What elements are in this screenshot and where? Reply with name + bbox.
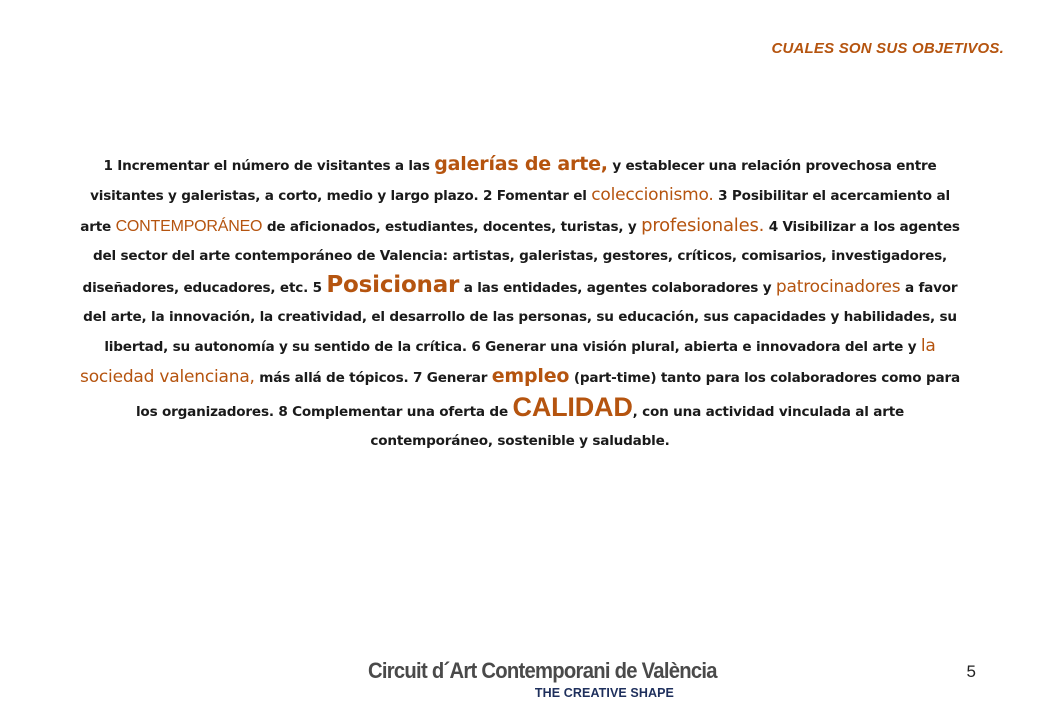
body-text-segment: de aficionados, estudiantes, docentes, turistas, y [262, 219, 642, 235]
logo-subtitle: THE CREATIVE SHAPE [534, 686, 674, 700]
highlight-patrocinadores: patrocinadores [775, 277, 901, 297]
highlight-contemporaneo: CONTEMPORÁNEO [115, 218, 263, 235]
body-text-segment: y establecer una relación provechosa entre visitantes y galeristas, a corto, medio y largo plazo. 2 Fomentar el [90, 158, 937, 204]
circuit-logo [368, 658, 717, 700]
body-text-segment: , con una actividad vinculada al arte contemporáneo, sostenible y saludable. [370, 404, 905, 449]
slide-title: CUALES SON SUS OBJETIVOS. [771, 40, 1004, 57]
logo-title: Circuit d´Art Contemporani de València [368, 658, 717, 683]
page-number: 5 [966, 662, 976, 681]
body-text-segment: 1 Incrementar el número de visitantes a las [103, 158, 435, 174]
highlight-profesionales: profesionales. [641, 215, 765, 236]
highlight-coleccionismo: coleccionismo. [591, 185, 714, 205]
body-text-segment: (part-time) tanto para los colaboradores como para los organizadores. 8 Complementar una oferta de [135, 370, 960, 420]
highlight-sociedad-valenciana: la sociedad valenciana, [80, 336, 936, 387]
body-text-segment: 4 Visibilizar a los agentes del sector del arte contemporáneo de Valencia: artistas, galeristas, gestores, críticos, comisarios, investigadores, diseñadores, educadores, etc. 5 [82, 219, 960, 296]
highlight-calidad: CALIDAD [512, 392, 633, 422]
highlight-posicionar: Posicionar [326, 272, 460, 298]
body-text-segment: más allá de tópicos. 7 Generar [254, 370, 492, 386]
highlight-galerias: galerías de arte, [434, 153, 608, 175]
body-text-segment: a las entidades, agentes colaboradores y [459, 280, 776, 296]
body-text-segment: 3 Posibilitar el acercamiento al arte [80, 188, 950, 235]
body-text-segment: a favor del arte, la innovación, la creatividad, el desarrollo de las personas, su educación, sus capacidades y habilidades, su libertad, su autonomía y su sentido de la crítica. 6 Generar una visión plural, abierta e innovadora del arte y [83, 280, 958, 355]
objectives-paragraph [76, 150, 964, 456]
highlight-empleo: empleo [491, 365, 570, 387]
